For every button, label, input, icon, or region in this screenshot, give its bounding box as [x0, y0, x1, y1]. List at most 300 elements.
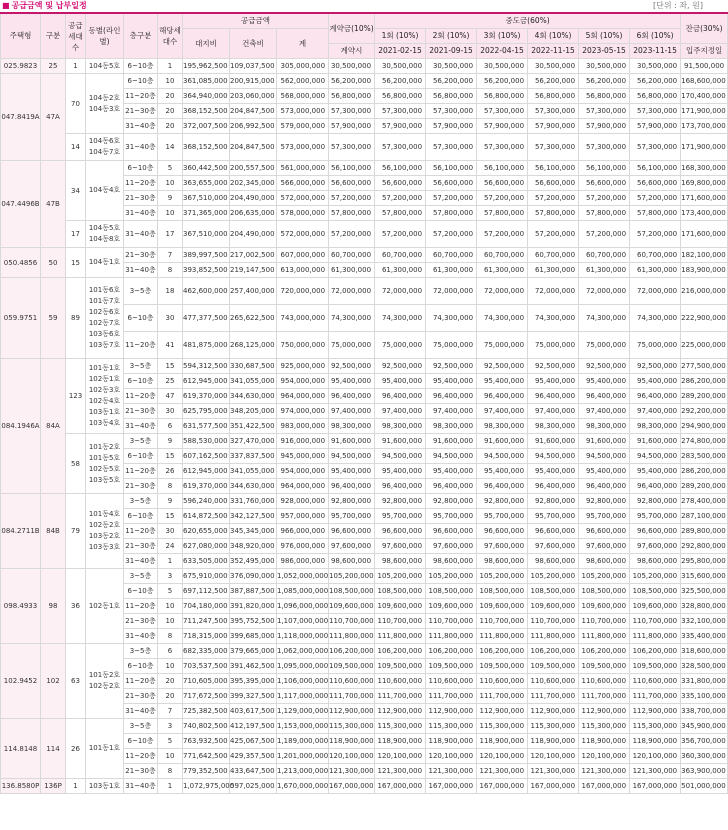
floor-cell: 3~5층	[124, 359, 158, 374]
installment-cell: 111,800,000	[528, 629, 579, 644]
contract-cell: 75,000,000	[329, 332, 375, 359]
installment-cell: 74,300,000	[375, 305, 426, 332]
contract-cell: 56,600,000	[329, 176, 375, 191]
installment-cell: 57,900,000	[579, 119, 630, 134]
installment-cell: 110,700,000	[375, 614, 426, 629]
contract-cell: 115,300,000	[329, 719, 375, 734]
land-cost-cell: 614,872,500	[183, 509, 230, 524]
units-cell: 17	[158, 221, 183, 248]
units-cell: 10	[158, 206, 183, 221]
building-cost-cell: 376,090,000	[230, 569, 277, 584]
installment-cell: 105,200,000	[375, 569, 426, 584]
installment-cell: 95,400,000	[579, 464, 630, 479]
installment-cell: 30,500,000	[528, 59, 579, 74]
building-cost-cell: 403,617,500	[230, 704, 277, 719]
contract-cell: 121,300,000	[329, 764, 375, 779]
category-cell: 102	[41, 644, 66, 719]
building-cost-cell: 219,147,500	[230, 263, 277, 278]
housing-type-cell: 047.8419A	[1, 74, 41, 161]
building-cost-cell: 202,345,000	[230, 176, 277, 191]
building-cost-cell: 344,630,000	[230, 389, 277, 404]
installment-cell: 115,300,000	[477, 719, 528, 734]
building-cost-cell: 204,847,500	[230, 134, 277, 161]
installment-cell: 109,500,000	[426, 659, 477, 674]
installment-cell: 57,200,000	[579, 221, 630, 248]
total-cell: 954,000,000	[277, 374, 329, 389]
contract-cell: 110,700,000	[329, 614, 375, 629]
floor-cell: 21~30층	[124, 104, 158, 119]
balance-cell: 289,800,000	[681, 524, 728, 539]
table-row	[1, 434, 728, 449]
installment-cell: 96,400,000	[579, 479, 630, 494]
total-cell: 562,000,000	[277, 74, 329, 89]
installment-cell: 56,100,000	[375, 161, 426, 176]
building-cost-cell: 206,992,500	[230, 119, 277, 134]
installment-cell: 56,200,000	[426, 74, 477, 89]
installment-cell: 120,100,000	[426, 749, 477, 764]
installment-cell: 95,400,000	[528, 374, 579, 389]
contract-cell: 92,800,000	[329, 494, 375, 509]
header-middle-payment: 중도금(60%)	[375, 13, 681, 29]
table-row	[1, 644, 728, 659]
units-cell: 5	[158, 584, 183, 599]
installment-cell: 72,000,000	[528, 278, 579, 305]
installment-cell: 75,000,000	[477, 332, 528, 359]
installment-cell: 120,100,000	[630, 749, 681, 764]
land-cost-cell: 619,370,000	[183, 479, 230, 494]
balance-cell: 173,700,000	[681, 119, 728, 134]
building-cell: 101동2호 102동2호	[86, 644, 124, 719]
balance-cell: 274,800,000	[681, 434, 728, 449]
installment-cell: 60,700,000	[579, 248, 630, 263]
contract-cell: 56,100,000	[329, 161, 375, 176]
installment-cell: 115,300,000	[630, 719, 681, 734]
installment-cell: 96,400,000	[426, 389, 477, 404]
land-cost-cell: 718,315,000	[183, 629, 230, 644]
installment-cell: 109,500,000	[477, 659, 528, 674]
land-cost-cell: 725,382,500	[183, 704, 230, 719]
contract-cell: 111,800,000	[329, 629, 375, 644]
building-cost-cell: 387,887,500	[230, 584, 277, 599]
installment-cell: 111,800,000	[579, 629, 630, 644]
balance-cell: 173,400,000	[681, 206, 728, 221]
header-supply-units: 공급세대수	[66, 13, 86, 59]
installment-cell: 56,200,000	[528, 74, 579, 89]
header-installment: 5회 (10%)	[579, 29, 630, 44]
category-cell: 25	[41, 59, 66, 74]
installment-cell: 97,600,000	[630, 539, 681, 554]
table-row	[1, 134, 728, 161]
units-cell: 24	[158, 539, 183, 554]
total-cell: 1,052,000,000	[277, 569, 329, 584]
installment-cell: 56,600,000	[375, 176, 426, 191]
total-cell: 1,107,000,000	[277, 614, 329, 629]
installment-cell: 92,800,000	[375, 494, 426, 509]
contract-cell: 120,100,000	[329, 749, 375, 764]
installment-cell: 94,500,000	[375, 449, 426, 464]
total-cell: 579,000,000	[277, 119, 329, 134]
installment-cell: 57,200,000	[579, 191, 630, 206]
installment-cell: 110,700,000	[426, 614, 477, 629]
supply-units-cell: 89	[66, 278, 86, 359]
total-cell: 976,000,000	[277, 539, 329, 554]
land-cost-cell: 367,510,000	[183, 221, 230, 248]
category-cell: 114	[41, 719, 66, 779]
building-cost-cell: 351,422,500	[230, 419, 277, 434]
total-cell: 1,129,000,000	[277, 704, 329, 719]
total-cell: 974,000,000	[277, 404, 329, 419]
building-cost-cell: 399,685,000	[230, 629, 277, 644]
installment-cell: 110,700,000	[630, 614, 681, 629]
installment-cell: 110,700,000	[528, 614, 579, 629]
installment-cell: 118,900,000	[579, 734, 630, 749]
total-cell: 966,000,000	[277, 524, 329, 539]
installment-cell: 74,300,000	[477, 305, 528, 332]
building-cost-cell: 348,920,000	[230, 539, 277, 554]
balance-cell: 216,000,000	[681, 278, 728, 305]
installment-cell: 110,600,000	[375, 674, 426, 689]
floor-cell: 6~10층	[124, 734, 158, 749]
floor-cell: 21~30층	[124, 248, 158, 263]
building-cost-cell: 268,125,000	[230, 332, 277, 359]
installment-cell: 57,200,000	[477, 221, 528, 248]
installment-cell: 94,500,000	[579, 449, 630, 464]
balance-cell: 332,100,000	[681, 614, 728, 629]
building-cell: 104동4호	[86, 161, 124, 221]
installment-cell: 108,500,000	[528, 584, 579, 599]
installment-cell: 108,500,000	[477, 584, 528, 599]
contract-cell: 97,400,000	[329, 404, 375, 419]
total-cell: 720,000,000	[277, 278, 329, 305]
installment-cell: 112,900,000	[426, 704, 477, 719]
installment-cell: 111,700,000	[477, 689, 528, 704]
installment-cell: 98,300,000	[375, 419, 426, 434]
floor-cell: 21~30층	[124, 764, 158, 779]
installment-cell: 56,100,000	[579, 161, 630, 176]
building-cell: 101동6호 101동7호 102동6호 102동7호 103동6호 103동7호	[86, 278, 124, 359]
units-cell: 14	[158, 134, 183, 161]
installment-cell: 121,300,000	[630, 764, 681, 779]
category-cell: 84B	[41, 494, 66, 569]
units-cell: 8	[158, 479, 183, 494]
installment-cell: 106,200,000	[375, 644, 426, 659]
installment-cell: 72,000,000	[579, 278, 630, 305]
land-cost-cell: 368,152,500	[183, 134, 230, 161]
installment-cell: 167,000,000	[426, 779, 477, 794]
header-contract: 계약금(10%)	[329, 13, 375, 44]
installment-cell: 75,000,000	[630, 332, 681, 359]
installment-cell: 60,700,000	[375, 248, 426, 263]
category-cell: 84A	[41, 359, 66, 494]
floor-cell: 6~10층	[124, 161, 158, 176]
table-row	[1, 59, 728, 74]
installment-cell: 115,300,000	[528, 719, 579, 734]
installment-cell: 56,800,000	[630, 89, 681, 104]
total-cell: 566,000,000	[277, 176, 329, 191]
installment-cell: 74,300,000	[426, 305, 477, 332]
installment-cell: 74,300,000	[579, 305, 630, 332]
installment-cell: 92,800,000	[477, 494, 528, 509]
total-cell: 573,000,000	[277, 134, 329, 161]
balance-cell: 171,600,000	[681, 191, 728, 206]
balance-cell: 295,800,000	[681, 554, 728, 569]
contract-cell: 57,300,000	[329, 134, 375, 161]
land-cost-cell: 771,642,500	[183, 749, 230, 764]
installment-cell: 109,500,000	[579, 659, 630, 674]
floor-cell: 31~40층	[124, 704, 158, 719]
installment-cell: 110,700,000	[477, 614, 528, 629]
installment-cell: 56,100,000	[528, 161, 579, 176]
installment-cell: 91,600,000	[375, 434, 426, 449]
land-cost-cell: 763,932,500	[183, 734, 230, 749]
balance-cell: 363,900,000	[681, 764, 728, 779]
header-supply-price: 공급금액	[183, 13, 329, 29]
total-cell: 1,201,000,000	[277, 749, 329, 764]
installment-cell: 95,400,000	[477, 464, 528, 479]
installment-cell: 56,100,000	[426, 161, 477, 176]
floor-cell: 3~5층	[124, 569, 158, 584]
land-cost-cell: 612,945,000	[183, 464, 230, 479]
installment-cell: 57,200,000	[426, 191, 477, 206]
units-cell: 9	[158, 494, 183, 509]
balance-cell: 292,200,000	[681, 404, 728, 419]
installment-cell: 95,700,000	[426, 509, 477, 524]
installment-cell: 109,600,000	[528, 599, 579, 614]
installment-cell: 91,600,000	[630, 434, 681, 449]
installment-cell: 57,300,000	[528, 104, 579, 119]
contract-cell: 96,600,000	[329, 524, 375, 539]
balance-cell: 501,000,000	[681, 779, 728, 794]
land-cost-cell: 372,007,500	[183, 119, 230, 134]
building-cell: 101동1호 102동1호 102동3호 102동4호 103동1호 103동4호	[86, 359, 124, 434]
building-cost-cell: 391,820,000	[230, 599, 277, 614]
units-cell: 1	[158, 779, 183, 794]
contract-cell: 30,500,000	[329, 59, 375, 74]
installment-cell: 96,600,000	[630, 524, 681, 539]
installment-cell: 61,300,000	[528, 263, 579, 278]
installment-cell: 105,200,000	[630, 569, 681, 584]
category-cell: 59	[41, 278, 66, 359]
contract-cell: 95,400,000	[329, 374, 375, 389]
installment-cell: 57,800,000	[375, 206, 426, 221]
category-cell: 98	[41, 569, 66, 644]
building-cost-cell: 433,647,500	[230, 764, 277, 779]
land-cost-cell: 594,312,500	[183, 359, 230, 374]
balance-cell: 278,400,000	[681, 494, 728, 509]
building-cost-cell: 379,665,000	[230, 644, 277, 659]
table-row	[1, 221, 728, 248]
building-cost-cell: 204,847,500	[230, 104, 277, 119]
contract-cell: 112,900,000	[329, 704, 375, 719]
header-balance-when: 입주지정일	[681, 44, 728, 59]
total-cell: 964,000,000	[277, 389, 329, 404]
land-cost-cell: 704,180,000	[183, 599, 230, 614]
units-cell: 30	[158, 524, 183, 539]
building-cost-cell: 425,067,500	[230, 734, 277, 749]
units-cell: 10	[158, 749, 183, 764]
land-cost-cell: 361,085,000	[183, 74, 230, 89]
table-row	[1, 779, 728, 794]
land-cost-cell: 588,530,000	[183, 434, 230, 449]
installment-cell: 60,700,000	[426, 248, 477, 263]
installment-cell: 98,600,000	[477, 554, 528, 569]
land-cost-cell: 360,442,500	[183, 161, 230, 176]
units-cell: 1	[158, 59, 183, 74]
supply-units-cell: 63	[66, 644, 86, 719]
installment-cell: 57,200,000	[528, 221, 579, 248]
land-cost-cell: 195,962,500	[183, 59, 230, 74]
land-cost-cell: 682,335,000	[183, 644, 230, 659]
installment-cell: 109,600,000	[426, 599, 477, 614]
installment-cell: 167,000,000	[528, 779, 579, 794]
installment-cell: 61,300,000	[630, 263, 681, 278]
land-cost-cell: 368,152,500	[183, 104, 230, 119]
header-building-cost: 건축비	[230, 29, 277, 59]
installment-cell: 97,400,000	[630, 404, 681, 419]
installment-cell: 121,300,000	[477, 764, 528, 779]
installment-cell: 97,400,000	[477, 404, 528, 419]
installment-cell: 109,600,000	[477, 599, 528, 614]
building-cost-cell: 399,327,500	[230, 689, 277, 704]
installment-cell: 92,800,000	[579, 494, 630, 509]
installment-cell: 94,500,000	[477, 449, 528, 464]
installment-cell: 110,600,000	[630, 674, 681, 689]
contract-cell: 72,000,000	[329, 278, 375, 305]
housing-type-cell: 102.9452	[1, 644, 41, 719]
floor-cell: 21~30층	[124, 539, 158, 554]
building-cost-cell: 348,205,000	[230, 404, 277, 419]
installment-cell: 112,900,000	[477, 704, 528, 719]
installment-cell: 57,300,000	[426, 104, 477, 119]
total-cell: 945,000,000	[277, 449, 329, 464]
total-cell: 1,095,000,000	[277, 659, 329, 674]
land-cost-cell: 481,875,000	[183, 332, 230, 359]
unit-note: [단위 : 좌, 원]	[652, 1, 703, 10]
total-cell: 572,000,000	[277, 191, 329, 206]
contract-cell: 91,600,000	[329, 434, 375, 449]
floor-cell: 3~5층	[124, 719, 158, 734]
total-cell: 305,000,000	[277, 59, 329, 74]
building-cost-cell: 395,752,500	[230, 614, 277, 629]
installment-cell: 97,600,000	[375, 539, 426, 554]
units-cell: 1	[158, 554, 183, 569]
contract-cell: 92,500,000	[329, 359, 375, 374]
floor-cell: 31~40층	[124, 263, 158, 278]
installment-cell: 110,600,000	[477, 674, 528, 689]
total-cell: 573,000,000	[277, 104, 329, 119]
total-cell: 1,153,000,000	[277, 719, 329, 734]
installment-cell: 30,500,000	[375, 59, 426, 74]
units-cell: 10	[158, 74, 183, 89]
contract-cell: 105,200,000	[329, 569, 375, 584]
header-installment-date: 2022-04-15	[477, 44, 528, 59]
total-cell: 964,000,000	[277, 479, 329, 494]
contract-cell: 56,800,000	[329, 89, 375, 104]
installment-cell: 97,400,000	[528, 404, 579, 419]
installment-cell: 97,600,000	[477, 539, 528, 554]
units-cell: 8	[158, 263, 183, 278]
floor-cell: 31~40층	[124, 119, 158, 134]
building-cost-cell: 265,622,500	[230, 305, 277, 332]
installment-cell: 95,400,000	[375, 464, 426, 479]
building-cost-cell: 597,025,000	[230, 779, 277, 794]
floor-cell: 21~30층	[124, 614, 158, 629]
housing-type-cell: 025.9823	[1, 59, 41, 74]
table-row	[1, 248, 728, 263]
units-cell: 20	[158, 119, 183, 134]
installment-cell: 118,900,000	[426, 734, 477, 749]
table-row	[1, 278, 728, 305]
units-cell: 5	[158, 734, 183, 749]
installment-cell: 98,600,000	[579, 554, 630, 569]
land-cost-cell: 596,240,000	[183, 494, 230, 509]
total-cell: 983,000,000	[277, 419, 329, 434]
total-cell: 750,000,000	[277, 332, 329, 359]
building-cell: 104동1호	[86, 248, 124, 278]
installment-cell: 120,100,000	[528, 749, 579, 764]
installment-cell: 97,600,000	[579, 539, 630, 554]
installment-cell: 95,700,000	[579, 509, 630, 524]
total-cell: 1,096,000,000	[277, 599, 329, 614]
building-cost-cell: 330,687,500	[230, 359, 277, 374]
balance-cell: 338,700,000	[681, 704, 728, 719]
installment-cell: 112,900,000	[375, 704, 426, 719]
installment-cell: 75,000,000	[579, 332, 630, 359]
floor-cell: 3~5층	[124, 434, 158, 449]
installment-cell: 95,700,000	[375, 509, 426, 524]
balance-cell: 294,900,000	[681, 419, 728, 434]
installment-cell: 97,400,000	[426, 404, 477, 419]
balance-cell: 91,500,000	[681, 59, 728, 74]
installment-cell: 109,600,000	[579, 599, 630, 614]
balance-cell: 345,900,000	[681, 719, 728, 734]
installment-cell: 118,900,000	[630, 734, 681, 749]
building-cell: 104동2호 104동3호	[86, 74, 124, 134]
balance-cell: 277,500,000	[681, 359, 728, 374]
total-cell: 578,000,000	[277, 206, 329, 221]
header-installment-date: 2023-05-15	[579, 44, 630, 59]
installment-cell: 56,200,000	[477, 74, 528, 89]
header-installment-date: 2021-09-15	[426, 44, 477, 59]
housing-type-cell: 098.4933	[1, 569, 41, 644]
installment-cell: 96,600,000	[579, 524, 630, 539]
total-cell: 743,000,000	[277, 305, 329, 332]
contract-cell: 108,500,000	[329, 584, 375, 599]
installment-cell: 57,300,000	[477, 134, 528, 161]
total-cell: 1,062,000,000	[277, 644, 329, 659]
installment-cell: 111,700,000	[375, 689, 426, 704]
balance-cell: 171,900,000	[681, 104, 728, 119]
installment-cell: 96,400,000	[579, 389, 630, 404]
units-cell: 20	[158, 674, 183, 689]
header-housing-type: 주택형	[1, 13, 41, 59]
installment-cell: 57,900,000	[477, 119, 528, 134]
contract-cell: 94,500,000	[329, 449, 375, 464]
installment-cell: 108,500,000	[426, 584, 477, 599]
installment-cell: 98,300,000	[426, 419, 477, 434]
installment-cell: 96,400,000	[630, 389, 681, 404]
header-installment-date: 2021-02-15	[375, 44, 426, 59]
supply-units-cell: 70	[66, 74, 86, 134]
installment-cell: 61,300,000	[426, 263, 477, 278]
balance-cell: 287,100,000	[681, 509, 728, 524]
installment-cell: 56,800,000	[426, 89, 477, 104]
floor-cell: 11~20층	[124, 89, 158, 104]
installment-cell: 92,500,000	[630, 359, 681, 374]
installment-cell: 56,600,000	[528, 176, 579, 191]
total-cell: 1,106,000,000	[277, 674, 329, 689]
installment-cell: 96,600,000	[477, 524, 528, 539]
